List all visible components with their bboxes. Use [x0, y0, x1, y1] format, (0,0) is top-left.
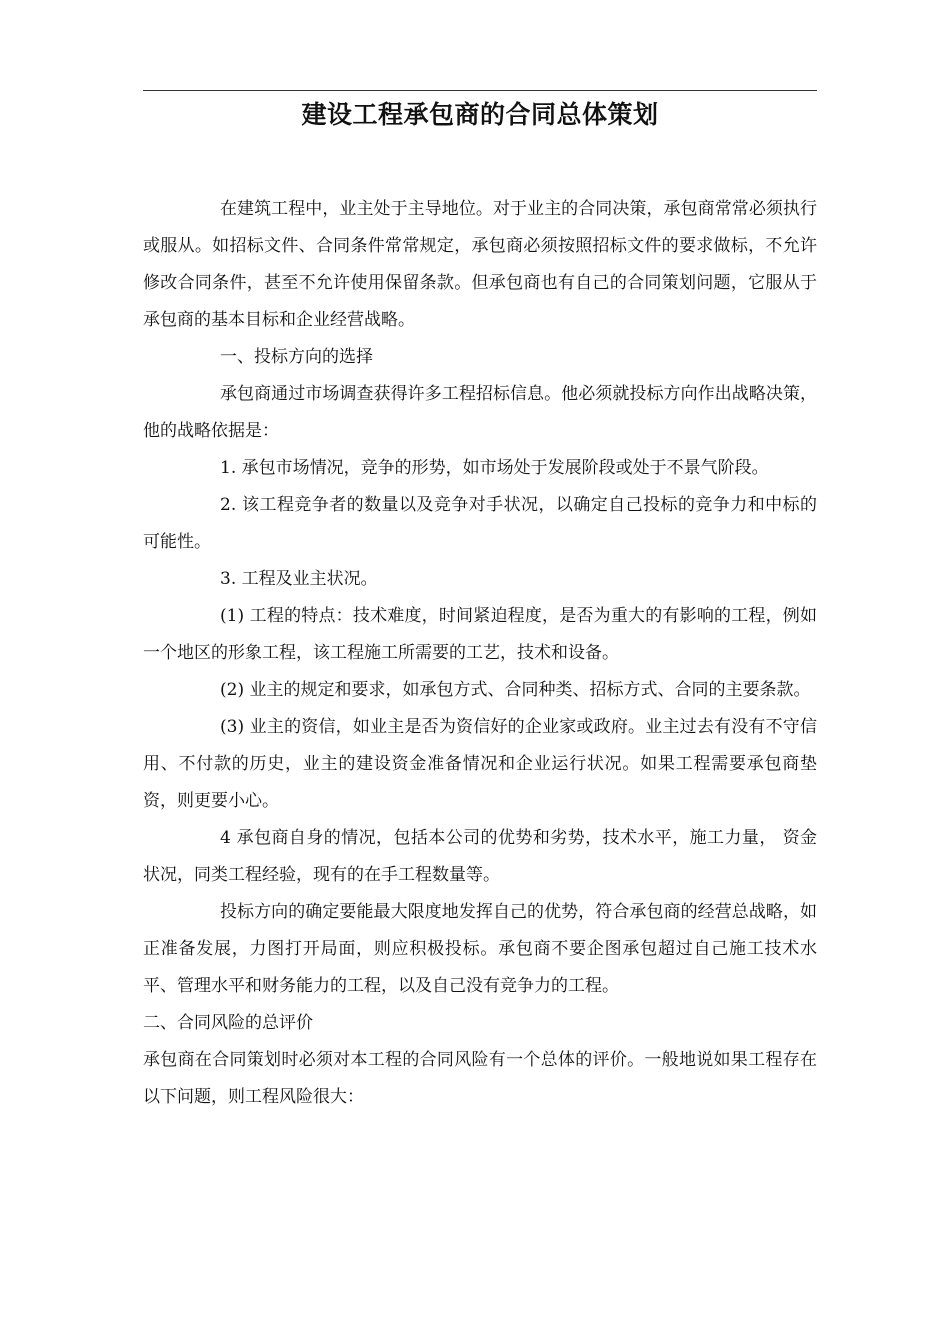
- sub-item-1: (1) 工程的特点：技术难度，时间紧迫程度，是否为重大的有影响的工程，例如一个地区的形象工程，该工程施工所需要的工艺，技术和设备。: [143, 606, 817, 663]
- section-heading-risk-evaluation: 二、合同风险的总评价: [143, 1013, 313, 1033]
- document-title: 建设工程承包商的合同总体策划: [301, 100, 659, 129]
- section-heading-bid-direction: 一、投标方向的选择: [220, 347, 373, 367]
- list-item-3: 3. 工程及业主状况。: [220, 569, 378, 589]
- document-page: [143, 90, 817, 1116]
- paragraph-risk-evaluation: 承包商在合同策划时必须对本工程的合同风险有一个总体的评价。一般地说如果工程存在以下问题，则工程风险很大：: [143, 1050, 817, 1107]
- list-item-2: 2. 该工程竞争者的数量以及竞争对手状况，以确定自己投标的竞争力和中标的可能性。: [143, 495, 817, 552]
- sub-item-3: (3) 业主的资信，如业主是否为资信好的企业家或政府。业主过去有没有不守信用、不付款的历史，业主的建设资金准备情况和企业运行状况。如果工程需要承包商垫资，则更要小心。: [143, 717, 817, 811]
- paragraph-intro: 在建筑工程中，业主处于主导地位。对于业主的合同决策，承包商常常必须执行或服从。如招标文件、合同条件常常规定，承包商必须按照招标文件的要求做标，不允许修改合同条件，甚至不允许使用保留条款。但承包商也有自己的合同策划问题，它服从于承包商的基本目标和企业经营战略。: [143, 199, 817, 330]
- list-item-1: 1. 承包市场情况，竞争的形势，如市场处于发展阶段或处于不景气阶段。: [220, 458, 769, 478]
- sub-item-2: (2) 业主的规定和要求，如承包方式、合同种类、招标方式、合同的主要条款。: [220, 680, 811, 700]
- paragraph-market-survey: 承包商通过市场调查获得许多工程招标信息。他必须就投标方向作出战略决策，他的战略依据是：: [143, 384, 817, 441]
- list-item-4: 4 承包商自身的情况，包括本公司的优势和劣势，技术水平，施工力量， 资金状况，同类工程经验，现有的在手工程数量等。: [143, 828, 817, 885]
- paragraph-bid-direction-decision: 投标方向的确定要能最大限度地发挥自己的优势，符合承包商的经营总战略，如正准备发展，力图打开局面，则应积极投标。承包商不要企图承包超过自己施工技术水平、管理水平和财务能力的工程，以及自己没有竞争力的工程。: [143, 902, 817, 996]
- header-rule: [143, 90, 817, 91]
